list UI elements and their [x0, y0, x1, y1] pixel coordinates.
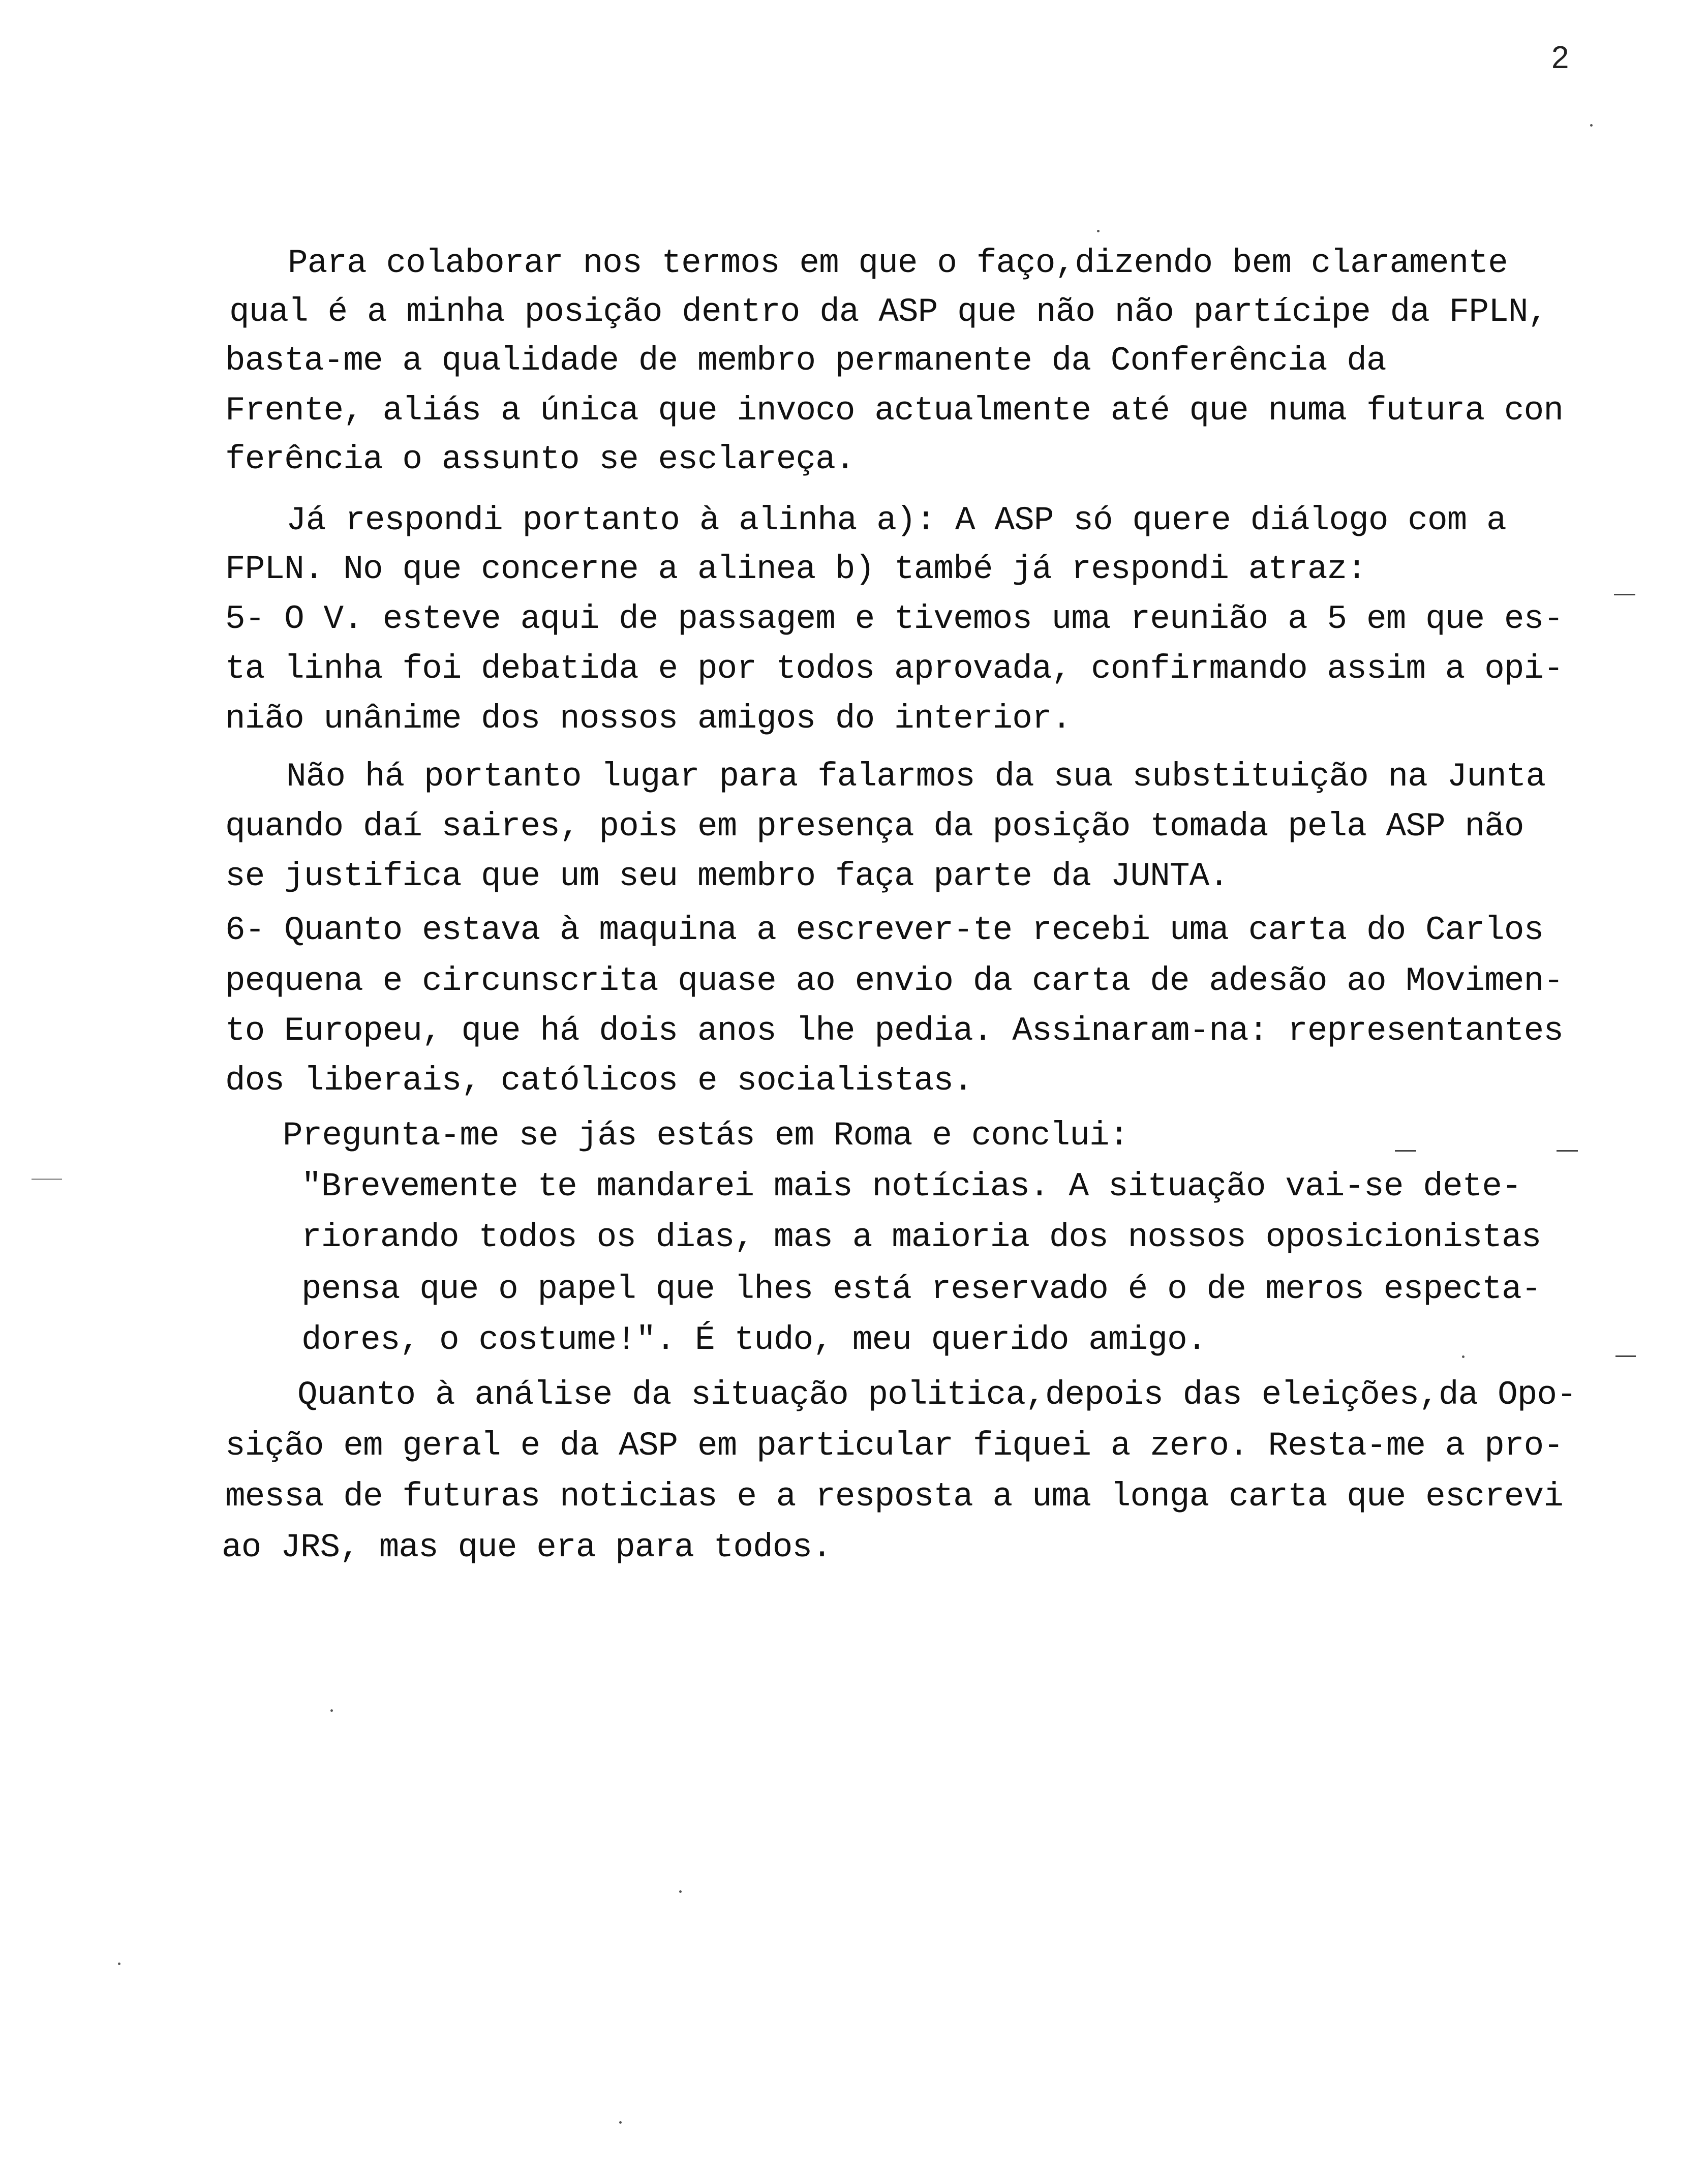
text-line: sição em geral e da ASP em particular fiquei a zero. Resta-me a pro- — [225, 1427, 1564, 1465]
text-line: Não há portanto lugar para falarmos da sua substituição na Junta — [286, 758, 1546, 796]
margin-dash-mark — [1395, 1150, 1416, 1152]
text-line: "Brevemente te mandarei mais notícias. A situação vai-se dete- — [301, 1167, 1521, 1205]
scan-speck — [118, 1963, 120, 1965]
page-number: 2 — [1551, 40, 1569, 75]
scan-speck — [619, 2121, 622, 2124]
text-line: 6- Quanto estava à maquina a escrever-te recebi uma carta do Carlos — [225, 911, 1544, 949]
text-line: Pregunta-me se jás estás em Roma e conclui: — [283, 1117, 1129, 1155]
margin-dash-mark — [1614, 594, 1635, 595]
text-line: pensa que o papel que lhes está reservado é o de meros especta- — [301, 1270, 1541, 1308]
text-line: to Europeu, que há dois anos lhe pedia. Assinaram-na: representantes — [225, 1012, 1564, 1050]
text-line: Já respondi portanto à alinha a): A ASP só quere diálogo com a — [286, 501, 1506, 539]
text-line: pequena e circunscrita quase ao envio da carta de adesão ao Movimen- — [225, 962, 1564, 1000]
scan-speck — [679, 1890, 682, 1893]
scan-speck — [330, 1709, 333, 1712]
text-line: ta linha foi debatida e por todos aprovada, confirmando assim a opi- — [225, 650, 1564, 688]
scan-speck — [1590, 124, 1593, 127]
text-line: dores, o costume!". É tudo, meu querido amigo. — [301, 1321, 1207, 1359]
scan-speck — [1462, 1355, 1465, 1358]
text-line: Frente, aliás a única que invoco actualmente até que numa futura con — [225, 391, 1564, 430]
margin-dash-mark — [1557, 1150, 1578, 1152]
text-line: Para colaborar nos termos em que o faço,dizendo bem claramente — [288, 244, 1508, 282]
text-line: Quanto à análise da situação politica,depois das eleições,da Opo- — [297, 1376, 1576, 1414]
margin-dash-mark — [1615, 1355, 1636, 1357]
text-line: messa de futuras noticias e a resposta a uma longa carta que escrevi — [225, 1477, 1564, 1516]
text-line: ao JRS, mas que era para todos. — [222, 1528, 832, 1566]
scan-speck — [1097, 230, 1100, 232]
text-line: ferência o assunto se esclareça. — [225, 440, 855, 478]
text-line: dos liberais, católicos e socialistas. — [225, 1062, 973, 1100]
text-line: FPLN. No que concerne a alinea b) també já respondi atraz: — [225, 550, 1366, 588]
scan-speck — [32, 1179, 62, 1180]
text-line: se justifica que um seu membro faça parte da JUNTA. — [225, 857, 1229, 895]
text-line: basta-me a qualidade de membro permanente da Conferência da — [225, 342, 1386, 380]
text-line: nião unânime dos nossos amigos do interior. — [225, 700, 1072, 738]
text-line: riorando todos os dias, mas a maioria dos nossos oposicionistas — [301, 1218, 1541, 1256]
text-line: 5- O V. esteve aqui de passagem e tivemos uma reunião a 5 em que es- — [225, 600, 1564, 638]
text-line: quando daí saires, pois em presença da posição tomada pela ASP não — [225, 807, 1524, 846]
text-line: qual é a minha posição dentro da ASP que não não partícipe da FPLN, — [229, 293, 1548, 331]
